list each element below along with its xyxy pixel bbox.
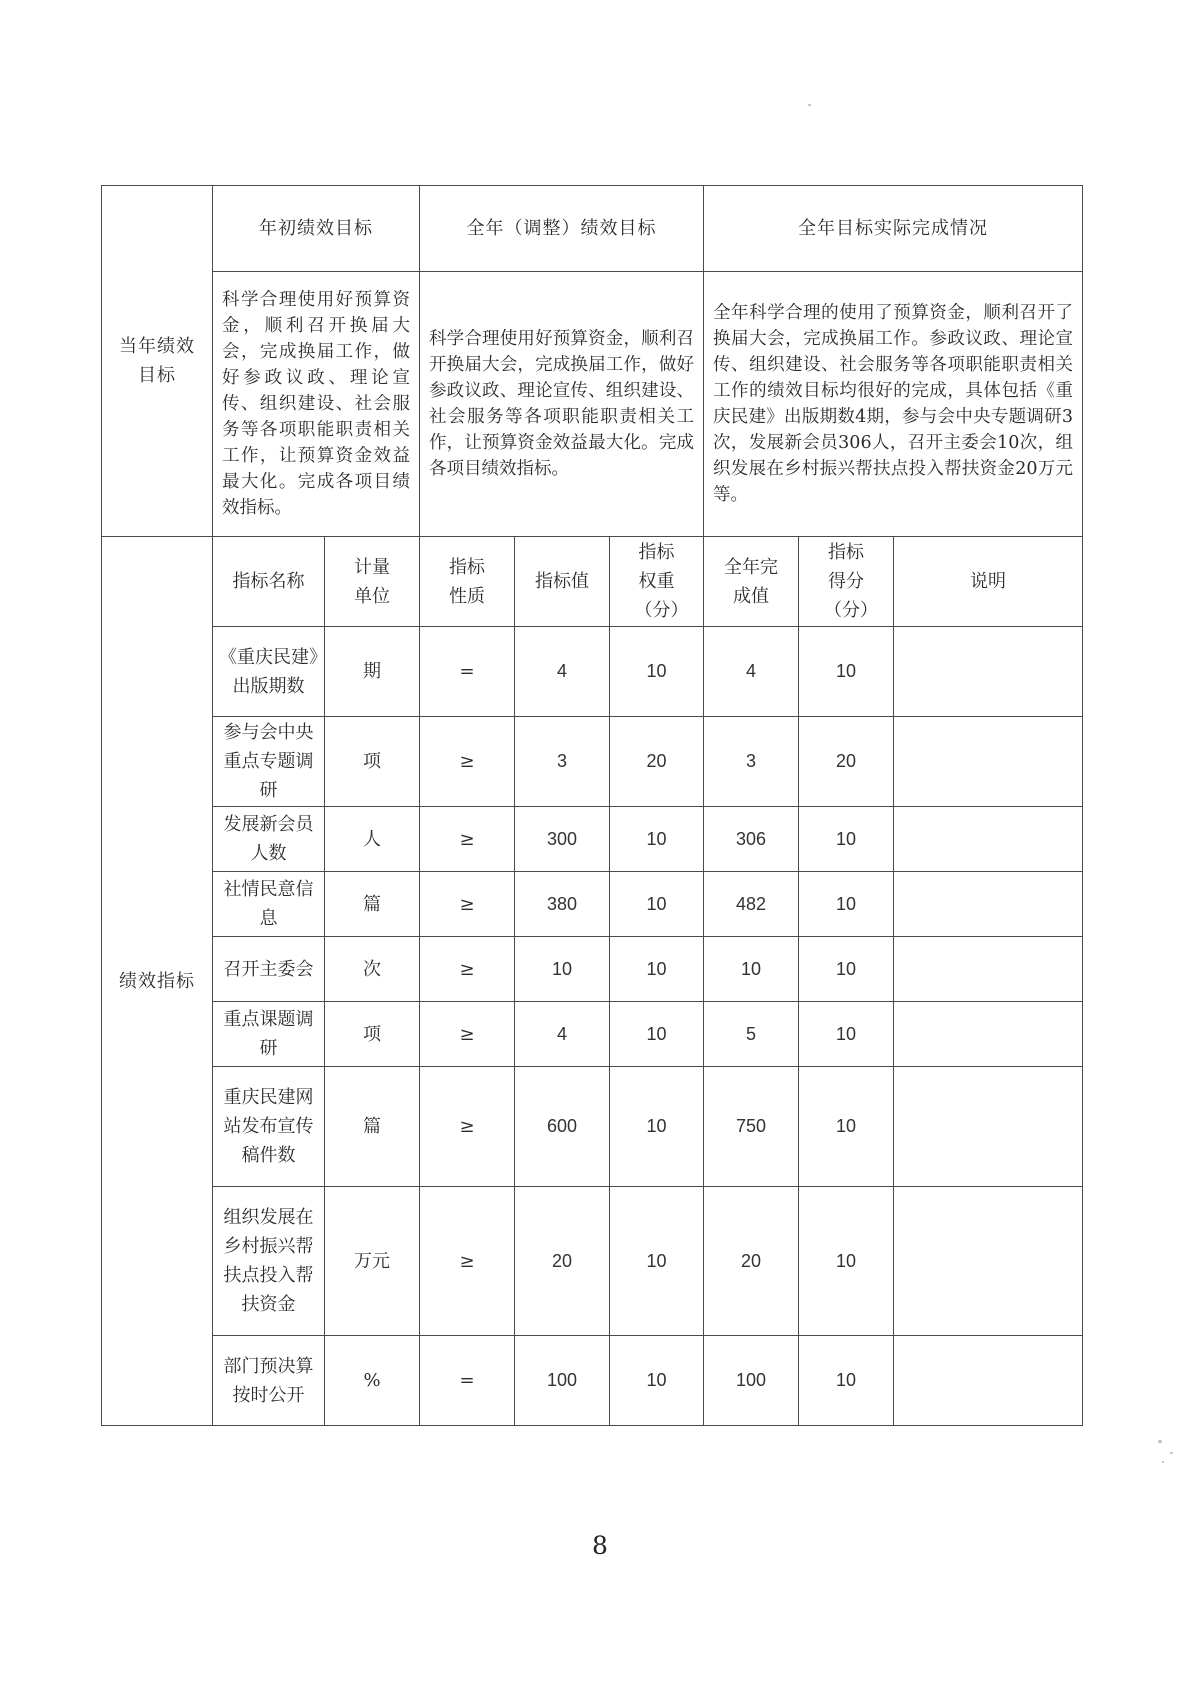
indicator-nature: ≥ — [420, 1187, 515, 1336]
indicator-name: 社情民意信息 — [213, 872, 325, 937]
scan-speck — [1162, 1461, 1164, 1463]
indicator-unit: 万元 — [325, 1187, 420, 1336]
header-adjusted-goal: 全年（调整）绩效目标 — [420, 186, 704, 272]
indicator-actual: 750 — [704, 1067, 799, 1187]
indicator-name: 重庆民建网站发布宣传稿件数 — [213, 1067, 325, 1187]
indicator-score: 10 — [799, 872, 894, 937]
indicator-value: 4 — [515, 1002, 610, 1067]
table-row — [102, 1336, 1083, 1426]
indicator-unit: 项 — [325, 717, 420, 807]
col-header-unit — [325, 537, 420, 627]
indicator-weight: 10 — [610, 872, 704, 937]
indicator-header-row — [102, 537, 1083, 627]
col-header-value: 指标值 — [515, 537, 610, 627]
indicator-note — [894, 937, 1083, 1002]
indicator-unit: 期 — [325, 627, 420, 717]
indicator-unit: 篇 — [325, 1067, 420, 1187]
table-row — [102, 627, 1083, 717]
indicator-value: 380 — [515, 872, 610, 937]
actual-completion-text: 全年科学合理的使用了预算资金，顺利召开了换届大会，完成换届工作。参政议政、理论宣传、组织建设、社会服务等各项职能职责相关工作的绩效目标均很好的完成，具体包括《重庆民建》出版期数4期，参与会中央专题调研3次，发展新会员306人，召开主委会10次，组织发展在乡村振兴帮扶点投入帮扶资金20万元等。 — [704, 272, 1083, 537]
indicator-name: 组织发展在乡村振兴帮扶点投入帮扶资金 — [213, 1187, 325, 1336]
section-label-goal-text: 当年绩效目标 — [119, 336, 195, 386]
indicator-actual: 10 — [704, 937, 799, 1002]
indicator-value: 3 — [515, 717, 610, 807]
indicator-unit: 人 — [325, 807, 420, 872]
indicator-nature: ≥ — [420, 872, 515, 937]
header-initial-goal: 年初绩效目标 — [213, 186, 420, 272]
indicator-nature: ≥ — [420, 1002, 515, 1067]
indicator-actual: 100 — [704, 1336, 799, 1426]
indicator-note — [894, 872, 1083, 937]
indicator-value: 10 — [515, 937, 610, 1002]
indicator-weight: 10 — [610, 937, 704, 1002]
indicator-weight: 10 — [610, 1336, 704, 1426]
table-row — [102, 872, 1083, 937]
indicator-weight: 10 — [610, 1002, 704, 1067]
col-header-name — [213, 537, 325, 627]
indicator-score: 10 — [799, 1067, 894, 1187]
initial-goal-text: 科学合理使用好预算资金，顺利召开换届大会，完成换届工作，做好参政议政、理论宣传、组织建设、社会服务等各项职能职责相关工作，让预算资金效益最大化。完成各项目绩效指标。 — [213, 272, 420, 537]
indicator-nature: ≥ — [420, 807, 515, 872]
table-row — [102, 1187, 1083, 1336]
performance-table — [101, 185, 1083, 1426]
indicator-actual: 4 — [704, 627, 799, 717]
indicator-note — [894, 1002, 1083, 1067]
indicator-unit: 项 — [325, 1002, 420, 1067]
indicator-value: 20 — [515, 1187, 610, 1336]
col-header-score — [799, 537, 894, 627]
col-header-nature — [420, 537, 515, 627]
indicator-actual: 3 — [704, 717, 799, 807]
indicator-unit: 次 — [325, 937, 420, 1002]
indicator-value: 4 — [515, 627, 610, 717]
indicator-value: 600 — [515, 1067, 610, 1187]
col-header-weight-text: 指标权重（分） — [634, 542, 689, 621]
indicator-actual: 306 — [704, 807, 799, 872]
indicator-name: 部门预决算按时公开 — [213, 1336, 325, 1426]
indicator-nature: ≥ — [420, 717, 515, 807]
indicator-score: 20 — [799, 717, 894, 807]
indicator-score: 10 — [799, 627, 894, 717]
indicator-note — [894, 807, 1083, 872]
col-header-note: 说明 — [894, 537, 1083, 627]
adjusted-goal-text: 科学合理使用好预算资金，顺利召开换届大会，完成换届工作，做好参政议政、理论宣传、组织建设、社会服务等各项职能职责相关工作，让预算资金效益最大化。完成各项目绩效指标。 — [420, 272, 704, 537]
col-header-weight — [610, 537, 704, 627]
indicator-name: 《重庆民建》出版期数 — [213, 627, 325, 717]
indicator-nature: ≥ — [420, 937, 515, 1002]
indicator-note — [894, 717, 1083, 807]
indicator-actual: 5 — [704, 1002, 799, 1067]
scan-speck — [808, 104, 811, 106]
indicator-unit: 篇 — [325, 872, 420, 937]
indicator-weight: 10 — [610, 627, 704, 717]
indicator-name: 召开主委会 — [213, 937, 325, 1002]
col-header-score-text: 指标得分（分） — [824, 542, 879, 621]
table-row — [102, 717, 1083, 807]
scan-speck — [1158, 1440, 1162, 1443]
col-header-unit-text: 计量单位 — [354, 556, 390, 607]
indicator-actual: 20 — [704, 1187, 799, 1336]
indicator-score: 10 — [799, 1336, 894, 1426]
section-label-goal — [102, 186, 213, 537]
indicator-score: 10 — [799, 807, 894, 872]
indicator-score: 10 — [799, 1187, 894, 1336]
goal-text-row — [102, 272, 1083, 537]
indicator-name: 重点课题调研 — [213, 1002, 325, 1067]
indicator-weight: 10 — [610, 807, 704, 872]
table-row — [102, 807, 1083, 872]
indicator-name: 发展新会员人数 — [213, 807, 325, 872]
section-label-indicators: 绩效指标 — [102, 537, 213, 1426]
indicator-weight: 10 — [610, 1067, 704, 1187]
indicator-note — [894, 1336, 1083, 1426]
indicator-name: 参与会中央重点专题调研 — [213, 717, 325, 807]
indicator-note — [894, 1067, 1083, 1187]
indicator-value: 100 — [515, 1336, 610, 1426]
table-row — [102, 1067, 1083, 1187]
indicator-nature: ≥ — [420, 1067, 515, 1187]
indicator-note — [894, 627, 1083, 717]
goal-header-row — [102, 186, 1083, 272]
indicator-value: 300 — [515, 807, 610, 872]
page-number: 8 — [592, 1531, 608, 1560]
table-row — [102, 1002, 1083, 1067]
scan-speck — [1170, 1452, 1173, 1454]
header-actual-completion: 全年目标实际完成情况 — [704, 186, 1083, 272]
col-header-actual-text: 全年完成值 — [724, 556, 779, 607]
indicator-actual: 482 — [704, 872, 799, 937]
indicator-score: 10 — [799, 937, 894, 1002]
col-header-actual — [704, 537, 799, 627]
indicator-unit: % — [325, 1336, 420, 1426]
col-header-nature-text: 指标性质 — [449, 556, 485, 607]
col-header-name-text: 指标名称 — [232, 571, 305, 592]
indicator-note — [894, 1187, 1083, 1336]
indicator-nature: = — [420, 1336, 515, 1426]
indicator-weight: 10 — [610, 1187, 704, 1336]
indicator-weight: 20 — [610, 717, 704, 807]
table-row — [102, 937, 1083, 1002]
indicator-nature: = — [420, 627, 515, 717]
indicator-score: 10 — [799, 1002, 894, 1067]
